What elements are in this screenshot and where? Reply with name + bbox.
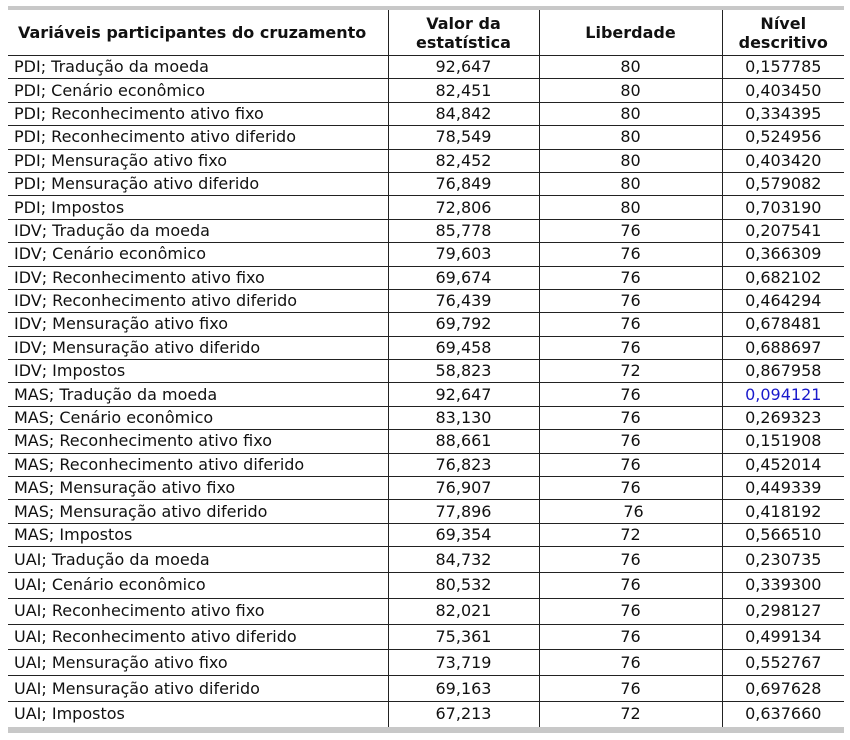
table-row [8, 453, 844, 476]
cell-level: 0,452014 [722, 453, 844, 476]
table-row [8, 598, 844, 624]
cell-statistic: 82,021 [388, 598, 539, 624]
cell-freedom: 72 [539, 701, 722, 726]
cell-freedom: 76 [539, 406, 722, 429]
cell-freedom: 76 [539, 500, 722, 523]
cell-statistic: 67,213 [388, 701, 539, 726]
table-row [8, 289, 844, 312]
cell-freedom: 76 [539, 243, 722, 266]
cell-level: 0,499134 [722, 624, 844, 650]
table-row [8, 313, 844, 336]
cell-level: 0,207541 [722, 219, 844, 242]
table-row [8, 219, 844, 242]
cell-level: 0,334395 [722, 102, 844, 125]
cell-variables: MAS; Cenário econômico [8, 406, 388, 429]
table-row [8, 266, 844, 289]
table-row [8, 360, 844, 383]
cell-statistic: 77,896 [388, 500, 539, 523]
cell-statistic: 80,532 [388, 573, 539, 599]
cell-variables: IDV; Mensuração ativo fixo [8, 313, 388, 336]
cell-variables: PDI; Mensuração ativo fixo [8, 149, 388, 172]
cell-level: 0,230735 [722, 547, 844, 573]
cell-level: 0,269323 [722, 406, 844, 429]
cell-level: 0,403450 [722, 79, 844, 102]
cell-level: 0,094121 [722, 383, 844, 406]
cell-freedom: 76 [539, 313, 722, 336]
cell-variables: UAI; Reconhecimento ativo diferido [8, 624, 388, 650]
cell-variables: IDV; Impostos [8, 360, 388, 383]
table-row [8, 196, 844, 219]
cell-level: 0,151908 [722, 430, 844, 453]
table-header-row [8, 10, 844, 56]
cell-level: 0,298127 [722, 598, 844, 624]
cell-variables: MAS; Impostos [8, 523, 388, 546]
cell-level: 0,403420 [722, 149, 844, 172]
table-row [8, 477, 844, 500]
table-row [8, 56, 844, 79]
cell-variables: PDI; Mensuração ativo diferido [8, 172, 388, 195]
cell-level: 0,449339 [722, 477, 844, 500]
cell-freedom: 76 [539, 650, 722, 676]
cell-freedom: 76 [539, 219, 722, 242]
cell-statistic: 69,674 [388, 266, 539, 289]
header-level-line2: descritivo [738, 32, 828, 52]
cell-statistic: 76,439 [388, 289, 539, 312]
cell-statistic: 92,647 [388, 56, 539, 79]
cell-statistic: 73,719 [388, 650, 539, 676]
cell-variables: IDV; Tradução da moeda [8, 219, 388, 242]
cell-variables: MAS; Mensuração ativo fixo [8, 477, 388, 500]
cell-level: 0,339300 [722, 573, 844, 599]
results-table-container [8, 6, 844, 733]
cell-freedom: 80 [539, 79, 722, 102]
cell-variables: IDV; Reconhecimento ativo diferido [8, 289, 388, 312]
cell-variables: IDV; Reconhecimento ativo fixo [8, 266, 388, 289]
table-row [8, 406, 844, 429]
cell-variables: UAI; Reconhecimento ativo fixo [8, 598, 388, 624]
cell-variables: PDI; Cenário econômico [8, 79, 388, 102]
cell-statistic: 82,452 [388, 149, 539, 172]
cell-freedom: 76 [539, 266, 722, 289]
cell-statistic: 72,806 [388, 196, 539, 219]
cell-statistic: 82,451 [388, 79, 539, 102]
header-statistic-line2: estatística [416, 32, 511, 52]
cell-variables: MAS; Mensuração ativo diferido [8, 500, 388, 523]
cell-variables: PDI; Reconhecimento ativo diferido [8, 126, 388, 149]
cell-level: 0,566510 [722, 523, 844, 546]
cell-level: 0,678481 [722, 313, 844, 336]
header-statistic [388, 10, 539, 56]
cell-variables: UAI; Mensuração ativo fixo [8, 650, 388, 676]
header-level-line1: Nível [760, 13, 807, 33]
cell-level: 0,157785 [722, 56, 844, 79]
cell-variables: UAI; Tradução da moeda [8, 547, 388, 573]
table-row [8, 102, 844, 125]
cell-level: 0,867958 [722, 360, 844, 383]
table-row [8, 676, 844, 702]
cell-freedom: 76 [539, 477, 722, 500]
cell-variables: PDI; Tradução da moeda [8, 56, 388, 79]
cell-freedom: 80 [539, 149, 722, 172]
table-row [8, 336, 844, 359]
cell-statistic: 76,849 [388, 172, 539, 195]
table-row [8, 79, 844, 102]
cell-statistic: 84,732 [388, 547, 539, 573]
cell-freedom: 80 [539, 126, 722, 149]
cell-level: 0,464294 [722, 289, 844, 312]
cell-variables: UAI; Cenário econômico [8, 573, 388, 599]
cell-level: 0,637660 [722, 701, 844, 726]
cell-statistic: 75,361 [388, 624, 539, 650]
header-level [722, 10, 844, 56]
cell-statistic: 83,130 [388, 406, 539, 429]
cell-freedom: 76 [539, 383, 722, 406]
table-body [8, 56, 844, 727]
table-row [8, 430, 844, 453]
cell-statistic: 58,823 [388, 360, 539, 383]
cell-variables: PDI; Reconhecimento ativo fixo [8, 102, 388, 125]
cell-freedom: 76 [539, 547, 722, 573]
cell-statistic: 76,823 [388, 453, 539, 476]
cell-statistic: 69,163 [388, 676, 539, 702]
cell-statistic: 92,647 [388, 383, 539, 406]
cell-statistic: 84,842 [388, 102, 539, 125]
table-row [8, 149, 844, 172]
cell-freedom: 80 [539, 196, 722, 219]
cell-level: 0,366309 [722, 243, 844, 266]
cell-freedom: 76 [539, 289, 722, 312]
cell-variables: MAS; Tradução da moeda [8, 383, 388, 406]
cell-freedom: 76 [539, 453, 722, 476]
cell-statistic: 88,661 [388, 430, 539, 453]
cell-freedom: 76 [539, 573, 722, 599]
cell-variables: UAI; Impostos [8, 701, 388, 726]
table-row [8, 624, 844, 650]
table-row [8, 500, 844, 523]
cell-variables: MAS; Reconhecimento ativo diferido [8, 453, 388, 476]
table-row [8, 547, 844, 573]
cell-freedom: 80 [539, 56, 722, 79]
cell-level: 0,552767 [722, 650, 844, 676]
table-row [8, 523, 844, 546]
cell-freedom: 76 [539, 624, 722, 650]
cell-variables: UAI; Mensuração ativo diferido [8, 676, 388, 702]
table-row [8, 126, 844, 149]
cell-statistic: 76,907 [388, 477, 539, 500]
table-row [8, 383, 844, 406]
cell-freedom: 76 [539, 336, 722, 359]
table-row [8, 243, 844, 266]
cell-freedom: 76 [539, 676, 722, 702]
cell-statistic: 78,549 [388, 126, 539, 149]
results-table [8, 10, 844, 727]
cell-statistic: 69,354 [388, 523, 539, 546]
cell-freedom: 72 [539, 523, 722, 546]
cell-variables: IDV; Mensuração ativo diferido [8, 336, 388, 359]
cell-statistic: 69,792 [388, 313, 539, 336]
cell-level: 0,682102 [722, 266, 844, 289]
cell-variables: MAS; Reconhecimento ativo fixo [8, 430, 388, 453]
cell-level: 0,688697 [722, 336, 844, 359]
cell-freedom: 80 [539, 102, 722, 125]
table-row [8, 650, 844, 676]
cell-statistic: 69,458 [388, 336, 539, 359]
cell-freedom: 72 [539, 360, 722, 383]
cell-variables: PDI; Impostos [8, 196, 388, 219]
cell-level: 0,703190 [722, 196, 844, 219]
cell-level: 0,418192 [722, 500, 844, 523]
table-row [8, 701, 844, 726]
table-row [8, 573, 844, 599]
cell-freedom: 76 [539, 430, 722, 453]
header-statistic-line1: Valor da [426, 13, 501, 33]
cell-level: 0,524956 [722, 126, 844, 149]
cell-statistic: 85,778 [388, 219, 539, 242]
cell-freedom: 76 [539, 598, 722, 624]
header-variables: Variáveis participantes do cruzamento [8, 10, 388, 56]
cell-freedom: 80 [539, 172, 722, 195]
table-row [8, 172, 844, 195]
cell-statistic: 79,603 [388, 243, 539, 266]
cell-level: 0,579082 [722, 172, 844, 195]
cell-level: 0,697628 [722, 676, 844, 702]
cell-variables: IDV; Cenário econômico [8, 243, 388, 266]
header-freedom: Liberdade [539, 10, 722, 56]
